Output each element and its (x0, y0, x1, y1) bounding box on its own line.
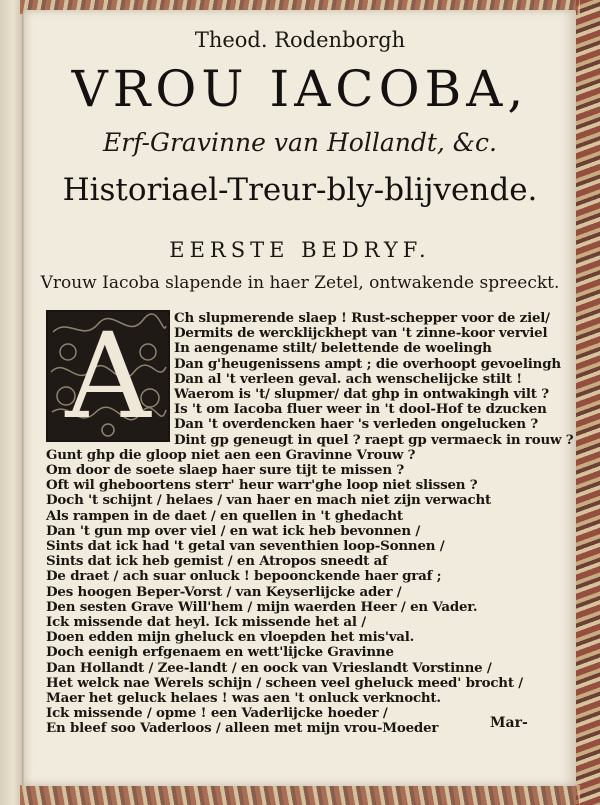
decorated-initial (46, 310, 170, 442)
play-genre: Historiael-Treur-bly-blijvende. (62, 172, 538, 208)
book-page (24, 10, 576, 786)
initial-letter: A (65, 310, 151, 442)
verse-line: De draet / ach suar onluck ! bepoonckende haer graf ; (46, 568, 442, 585)
verse-line: Sints dat ick had 't getal van seventhien loop-Sonnen / (46, 538, 445, 554)
verse-line: In aengename stilt/ belettende de woelingh (174, 340, 492, 357)
verse-line: Om door de soete slaep haer sure tijt te missen ? (46, 462, 404, 478)
verse-line: Ick missende dat heyl. Ick missende het al / (46, 614, 366, 630)
verse-line: En bleef soo Vaderloos / alleen met mijn vrou-Moeder (46, 720, 439, 737)
verse-line: Dan g'heugenissens ampt ; die overhoopt gevoelingh (174, 355, 561, 372)
verse-line: Gunt ghp die gloop niet aen een Gravinne Vrouw ? (46, 446, 416, 463)
verse-line: Ch slupmerende slaep ! Rust-schepper voor de ziel/ (174, 310, 550, 326)
author-name: Theod. Rodenborgh (194, 28, 406, 52)
catchword: Mar- (490, 715, 528, 731)
verse-line: Sints dat ick heb gemist / en Atropos sneedt af (46, 553, 388, 570)
marbled-cover-bottom-edge (20, 785, 580, 805)
verse-line: Dan 't gun mp over viel / en wat ick heb bevonnen / (46, 522, 421, 539)
verse-line: Dint gp geneugt in quel ? raept gp vermaeck in rouw ? (174, 431, 574, 448)
verse-line: Doch 't schijnt / helaes / van haer en mach niet zijn verwacht (46, 492, 492, 509)
verse-line: Dan al 't verleen geval. ach wenschelijcke stilt ! (174, 370, 522, 387)
verse-line: Doch eenigh erfgenaem en wett'lijcke Gravinne (46, 644, 394, 661)
stage-direction: Vrouw Iacoba slapende in haer Zetel, ontwakende spreeckt. (40, 273, 560, 293)
verse-line: Is 't om Iacoba fluer weer in 't dool-Hof te dzucken (174, 401, 547, 418)
verse-line: Dermits de wercklijckhept van 't zinne-koor verviel (174, 325, 548, 342)
play-title: VROU IACOBA, (71, 60, 529, 118)
verse-line: Dan 't overdencken haer 's verleden ongelucken ? (174, 416, 539, 433)
verse-line: Waerom is 't/ slupmer/ dat ghp in ontwakingh vilt ? (174, 386, 549, 402)
verse-line: Als rampen in de daet / en quellen in 't ghedacht (46, 507, 403, 524)
verse-line: Des hoogen Beper-Vorst / van Keyserlijcke ader / (46, 583, 402, 600)
verse-line: Doen edden mijn gheluck en vloepden het mis'val. (46, 629, 415, 646)
verse-line: Dan Hollandt / Zee-landt / en oock van Vrieslandt Vorstinne / (46, 659, 492, 676)
verse-line: Den sesten Grave Will'hem / mijn waerden Heer / en Vader. (46, 598, 478, 615)
book-cover-left-edge (0, 0, 23, 805)
verse-line: Het welck nae Werels schijn / scheen veel gheluck meed' brocht / (46, 674, 523, 691)
verse-line: Maer het geluck helaes ! was aen 't onluck verknocht. (46, 690, 441, 706)
verse-line: Oft wil gheboortens sterr' heur warr'ghe loop niet slissen ? (46, 477, 478, 494)
act-heading: EERSTE BEDRYF. (169, 238, 431, 262)
marbled-cover-right-edge (576, 0, 600, 805)
play-subtitle: Erf-Gravinne van Hollandt, &c. (103, 128, 497, 157)
verse-line: Ick missende / opme ! een Vaderlijcke hoeder / (46, 705, 388, 722)
